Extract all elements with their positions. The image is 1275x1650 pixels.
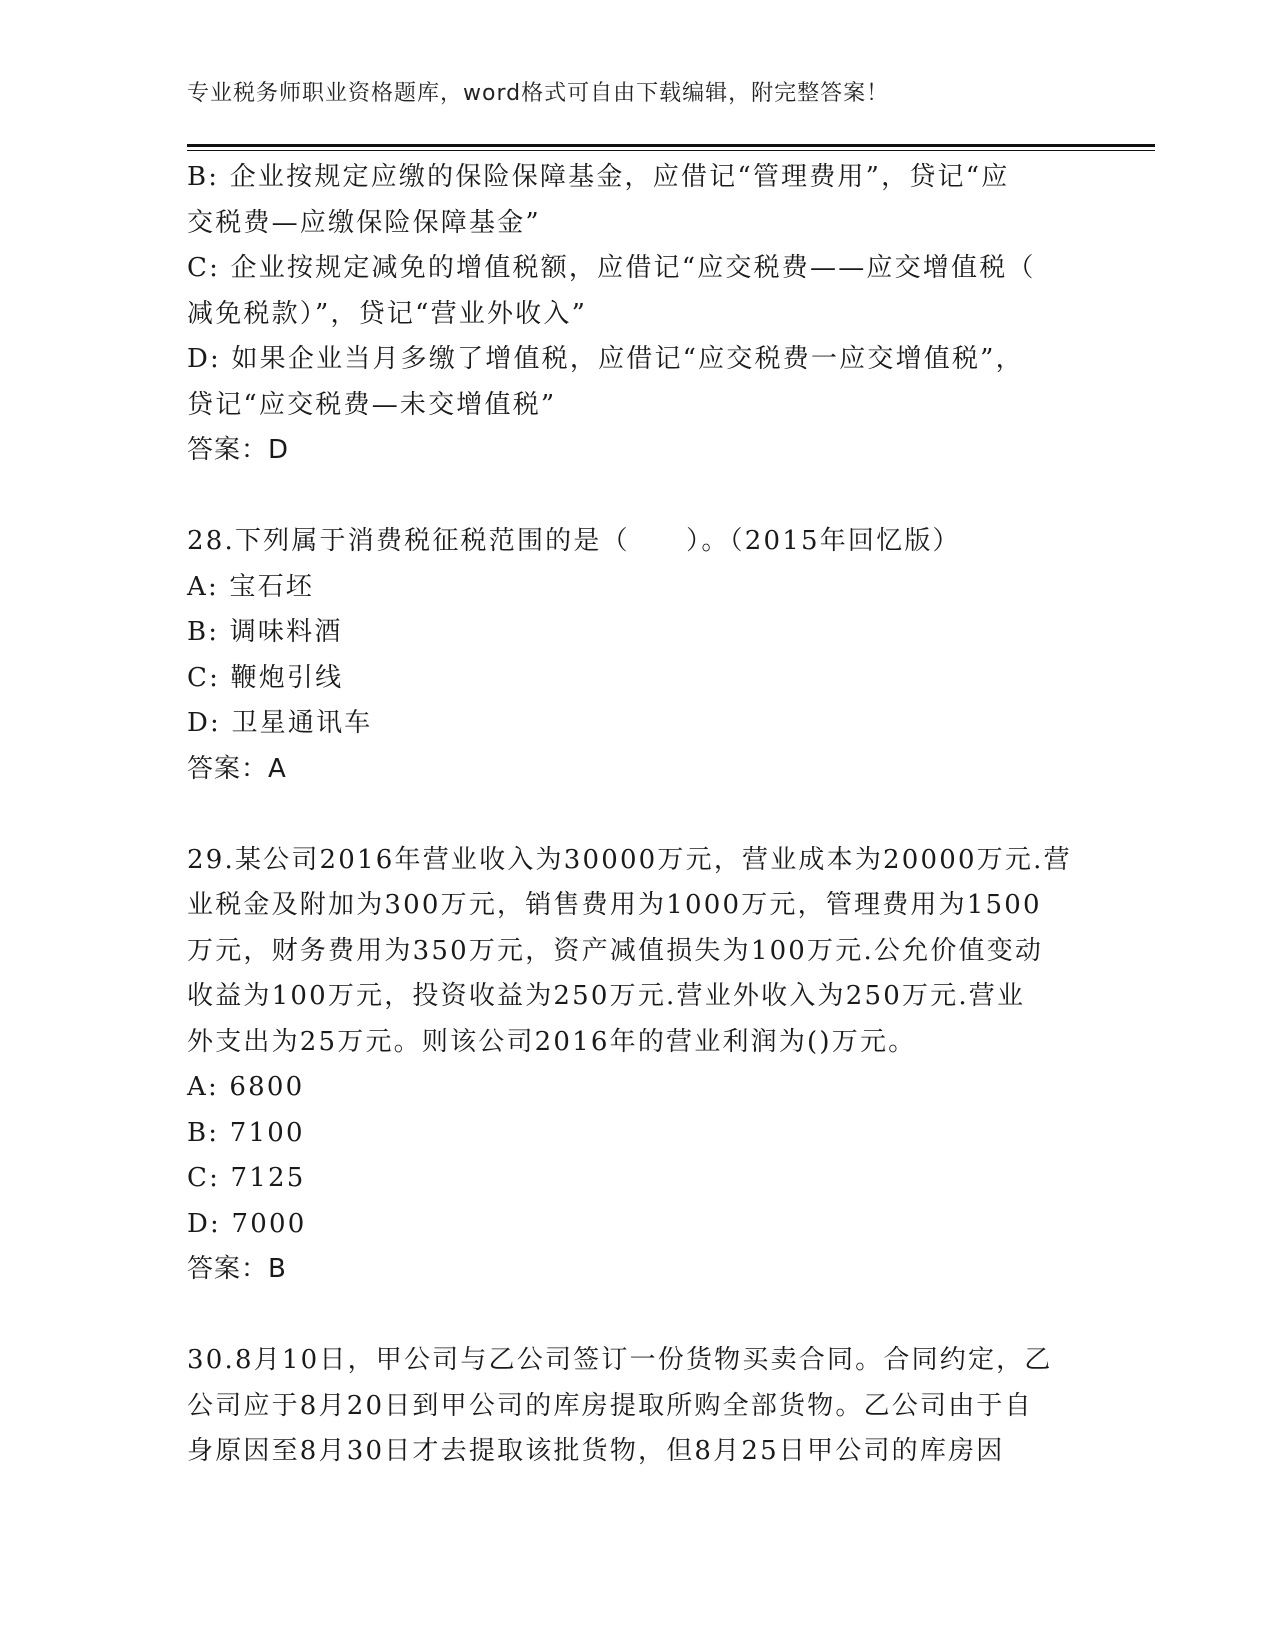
- q29-question-line3: 万元，财务费用为350万元，资产减值损失为100万元.公允价值变动: [187, 935, 1044, 966]
- question-27: [187, 155, 1077, 474]
- q28-option-b: B: 调味料酒: [187, 617, 343, 647]
- q27-answer: 答案：D: [187, 435, 290, 465]
- document-body: [187, 155, 1077, 1475]
- q29-question-line2: 业税金及附加为300万元，销售费用为1000万元，管理费用为1500: [187, 890, 1042, 920]
- page-header: 专业税务师职业资格题库，word格式可自由下载编辑，附完整答案！: [187, 81, 890, 106]
- spacer: [187, 474, 1077, 520]
- question-28: [187, 519, 1077, 792]
- spacer: [187, 1293, 1077, 1339]
- q27-option-d-line2: 贷记“应交税费—未交增值税”: [187, 389, 557, 420]
- q27-option-b-line1: B: 企业按规定应缴的保险保障基金，应借记“管理费用”，贷记“应: [187, 162, 1010, 192]
- header-rule-thick: [187, 144, 1155, 147]
- q29-option-d: D: 7000: [187, 1208, 307, 1239]
- q29-option-c: C: 7125: [187, 1163, 306, 1193]
- q29-option-a: A: 6800: [187, 1072, 305, 1102]
- q28-answer: 答案：A: [187, 753, 287, 784]
- q29-option-b: B: 7100: [187, 1117, 305, 1148]
- q30-question-line2: 公司应于8月20日到甲公司的库房提取所购全部货物。乙公司由于自: [187, 1390, 1033, 1421]
- q27-option-d-line1: D: 如果企业当月多缴了增值税，应借记“应交税费一应交增值税”，: [187, 344, 1024, 374]
- q27-option-c-line1: C: 企业按规定减免的增值税额，应借记“应交税费——应交增值税（: [187, 253, 1036, 283]
- q28-option-c: C: 鞭炮引线: [187, 662, 344, 693]
- q30-question-line3: 身原因至8月30日才去提取该批货物，但8月25日甲公司的库房因: [187, 1436, 1005, 1466]
- q27-option-c-line2: 减免税款）”，贷记“营业外收入”: [187, 298, 588, 329]
- q27-option-b-line2: 交税费—应缴保险保障基金”: [187, 207, 541, 238]
- q28-option-a: A: 宝石坯: [187, 571, 315, 602]
- spacer: [187, 792, 1077, 838]
- q29-question-line5: 外支出为25万元。则该公司2016年的营业利润为()万元。: [187, 1026, 917, 1057]
- q29-question-line4: 收益为100万元，投资收益为250万元.营业外收入为250万元.营业: [187, 981, 1026, 1011]
- q29-question-line1: 29.某公司2016年营业收入为30000万元，营业成本为20000万元.营: [187, 844, 1072, 875]
- q29-answer: 答案：B: [187, 1254, 287, 1284]
- q30-question-line1: 30.8月10日，甲公司与乙公司签订一份货物买卖合同。合同约定，乙: [187, 1345, 1053, 1375]
- q28-option-d: D: 卫星通讯车: [187, 708, 373, 738]
- header-rule-thin: [187, 150, 1155, 151]
- question-30: [187, 1338, 1077, 1475]
- question-29: [187, 838, 1077, 1293]
- q28-question: 28.下列属于消费税征税范围的是（ ）。（2015年回忆版）: [187, 526, 961, 556]
